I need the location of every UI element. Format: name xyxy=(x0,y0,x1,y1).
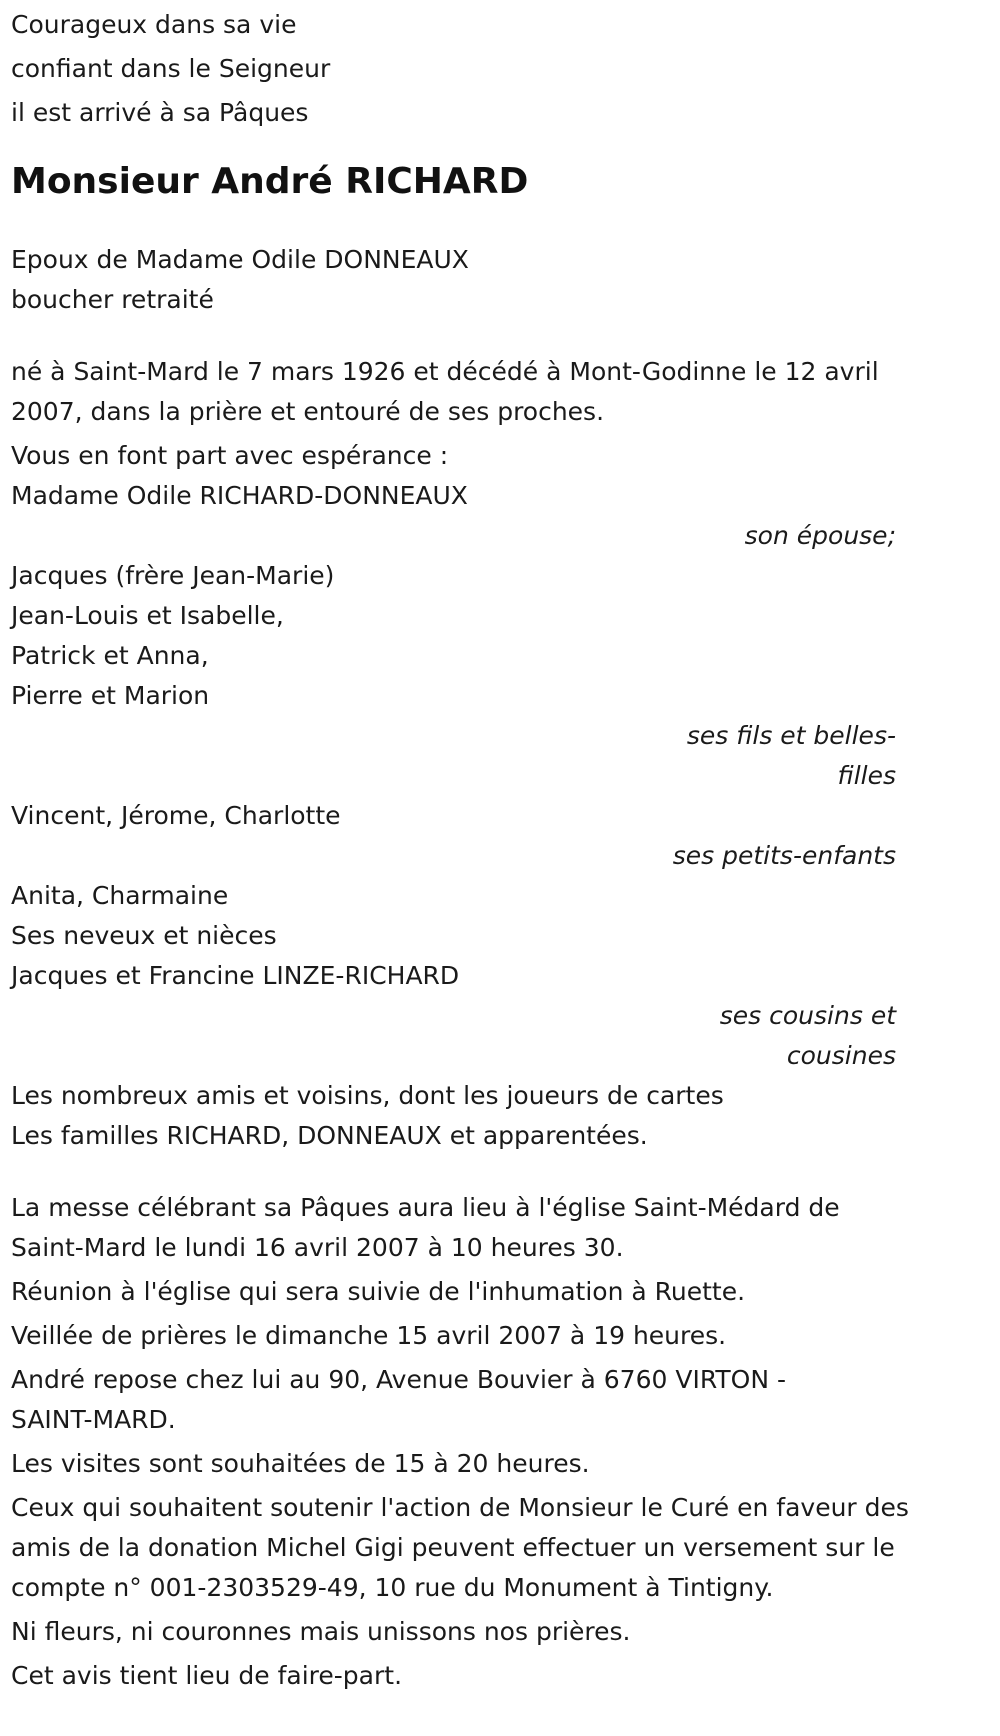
deceased-name: Monsieur André RICHARD xyxy=(11,161,529,202)
family-member: Pierre et Marion xyxy=(11,681,210,710)
birth-death-line: né à Saint-Mard le 7 mars 1926 et décédé à Mont-Godinne le 12 avril xyxy=(11,357,879,386)
family-member: Jacques (frère Jean-Marie) xyxy=(11,561,335,590)
reunion-info: Réunion à l'église qui sera suivie de l'inhumation à Ruette. xyxy=(11,1277,746,1306)
relationship-label: cousines xyxy=(786,1041,896,1070)
family-member: Jean-Louis et Isabelle, xyxy=(11,601,284,630)
verse-line: Courageux dans sa vie xyxy=(11,10,297,39)
verse-line: il est arrivé à sa Pâques xyxy=(11,98,309,127)
announcement-intro: Vous en font part avec espérance : xyxy=(11,441,449,470)
closing-line: Cet avis tient lieu de faire-part. xyxy=(11,1661,403,1690)
spouse-line: Epoux de Madame Odile DONNEAUX xyxy=(11,245,469,274)
visits-info: Les visites sont souhaitées de 15 à 20 heures. xyxy=(11,1449,590,1478)
relationship-label: ses fils et belles- xyxy=(686,721,896,750)
family-member: Les nombreux amis et voisins, dont les joueurs de cartes xyxy=(11,1081,724,1110)
verse-line: confiant dans le Seigneur xyxy=(11,54,331,83)
no-flowers-info: Ni fleurs, ni couronnes mais unissons nos prières. xyxy=(11,1617,631,1646)
mass-info: Saint-Mard le lundi 16 avril 2007 à 10 heures 30. xyxy=(11,1233,624,1262)
family-member: Les familles RICHARD, DONNEAUX et apparentées. xyxy=(11,1121,648,1150)
birth-death-line: 2007, dans la prière et entouré de ses proches. xyxy=(11,397,605,426)
mass-info: La messe célébrant sa Pâques aura lieu à l'église Saint-Médard de xyxy=(11,1193,840,1222)
relationship-label: son épouse; xyxy=(744,521,896,550)
family-member: Jacques et Francine LINZE-RICHARD xyxy=(11,961,460,990)
rest-place-info: SAINT-MARD. xyxy=(11,1405,176,1434)
donation-info: amis de la donation Michel Gigi peuvent effectuer un versement sur le xyxy=(11,1533,895,1562)
vigil-info: Veillée de prières le dimanche 15 avril 2007 à 19 heures. xyxy=(11,1321,727,1350)
donation-info: compte n° 001-2303529-49, 10 rue du Monument à Tintigny. xyxy=(11,1573,774,1602)
family-member: Anita, Charmaine xyxy=(11,881,229,910)
donation-info: Ceux qui souhaitent soutenir l'action de Monsieur le Curé en faveur des xyxy=(11,1493,909,1522)
rest-place-info: André repose chez lui au 90, Avenue Bouvier à 6760 VIRTON - xyxy=(11,1365,786,1394)
relationship-label: ses cousins et xyxy=(719,1001,896,1030)
obituary-notice xyxy=(11,5,996,1696)
profession-line: boucher retraité xyxy=(11,285,214,314)
family-member: Madame Odile RICHARD-DONNEAUX xyxy=(11,481,468,510)
family-member: Ses neveux et nièces xyxy=(11,921,277,950)
family-member: Vincent, Jérome, Charlotte xyxy=(11,801,341,830)
relationship-label: filles xyxy=(837,761,896,790)
relationship-label: ses petits-enfants xyxy=(672,841,896,870)
family-member: Patrick et Anna, xyxy=(11,641,209,670)
